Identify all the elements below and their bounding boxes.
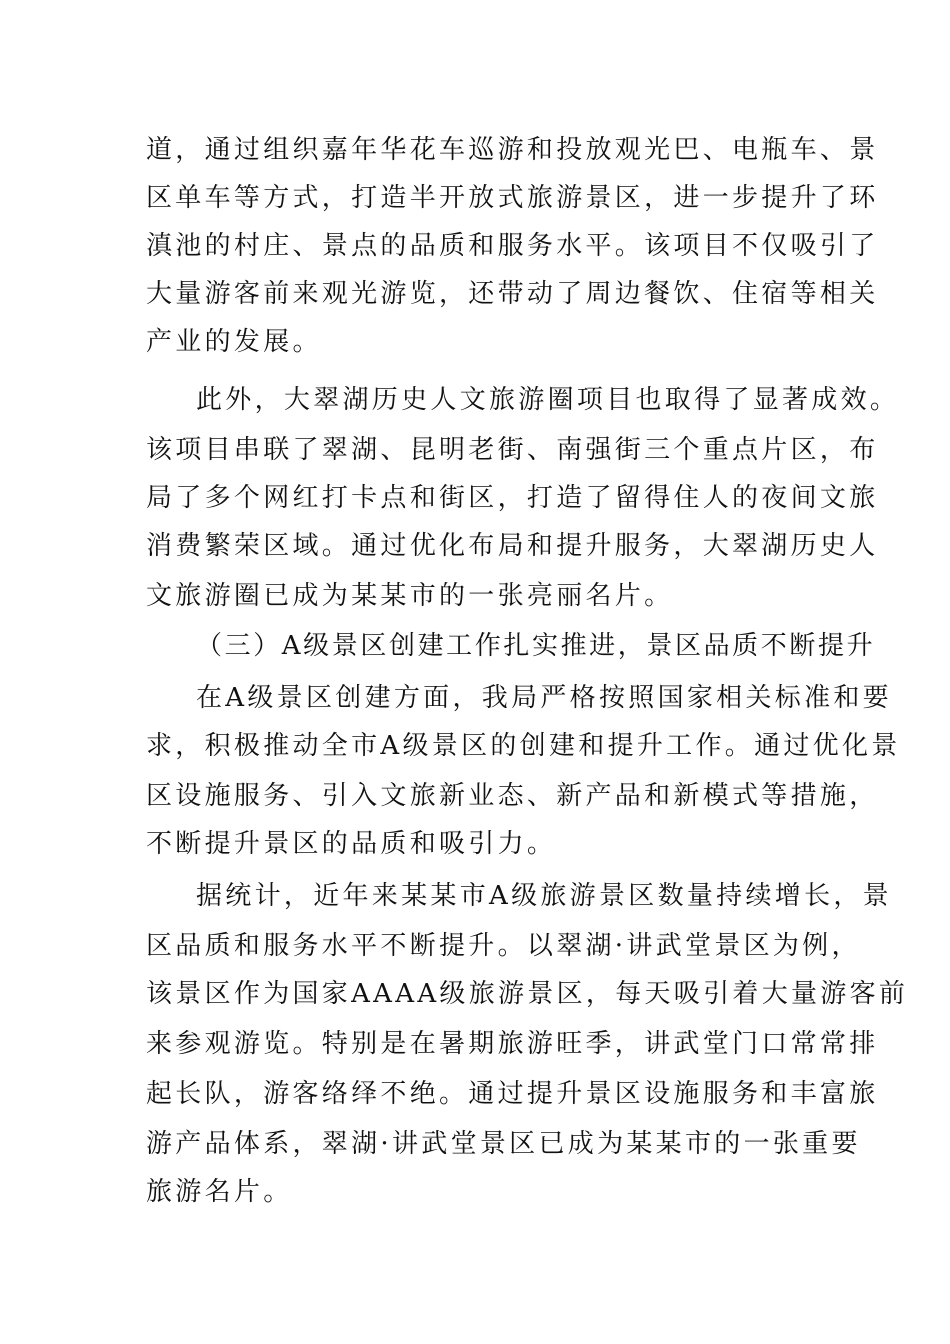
paragraph-line: 局了多个网红打卡点和街区，打造了留得住人的夜间文旅	[146, 483, 879, 513]
paragraph-line: 区单车等方式，打造半开放式旅游景区，进一步提升了环	[146, 183, 879, 213]
paragraph-line: 滇池的村庄、景点的品质和服务水平。该项目不仅吸引了	[146, 231, 879, 261]
paragraph-line: 不断提升景区的品质和吸引力。	[146, 829, 557, 859]
paragraph-line: 此外，大翠湖历史人文旅游圈项目也取得了显著成效。	[196, 385, 900, 415]
paragraph-line: 来参观游览。特别是在暑期旅游旺季，讲武堂门口常常排	[146, 1029, 879, 1059]
paragraph-line: 该项目串联了翠湖、昆明老街、南强街三个重点片区，布	[146, 435, 879, 465]
paragraph-line: 道，通过组织嘉年华花车巡游和投放观光巴、电瓶车、景	[146, 135, 879, 165]
paragraph-line: 区品质和服务水平不断提升。以翠湖·讲武堂景区为例，	[146, 931, 861, 961]
paragraph-line: 游产品体系，翠湖·讲武堂景区已成为某某市的一张重要	[146, 1129, 861, 1159]
paragraph-line: 据统计，近年来某某市A级旅游景区数量持续增长，景	[196, 881, 892, 911]
section-heading: （三）A级景区创建工作扎实推进，景区品质不断提升	[196, 631, 876, 661]
paragraph-line: 大量游客前来观光游览，还带动了周边餐饮、住宿等相关	[146, 279, 879, 309]
paragraph-line: 起长队，游客络绎不绝。通过提升景区设施服务和丰富旅	[146, 1079, 879, 1109]
paragraph-line: 消费繁荣区域。通过优化布局和提升服务，大翠湖历史人	[146, 531, 879, 561]
paragraph-line: 区设施服务、引入文旅新业态、新产品和新模式等措施，	[146, 781, 879, 811]
paragraph-line: 文旅游圈已成为某某市的一张亮丽名片。	[146, 581, 674, 611]
paragraph-line: 求，积极推动全市A级景区的创建和提升工作。通过优化景	[146, 731, 901, 761]
paragraph-line: 产业的发展。	[146, 327, 322, 357]
paragraph-line: 在A级景区创建方面，我局严格按照国家相关标准和要	[196, 683, 892, 713]
paragraph-line: 旅游名片。	[146, 1177, 293, 1207]
paragraph-line: 该景区作为国家AAAA级旅游景区，每天吸引着大量游客前	[146, 979, 909, 1009]
